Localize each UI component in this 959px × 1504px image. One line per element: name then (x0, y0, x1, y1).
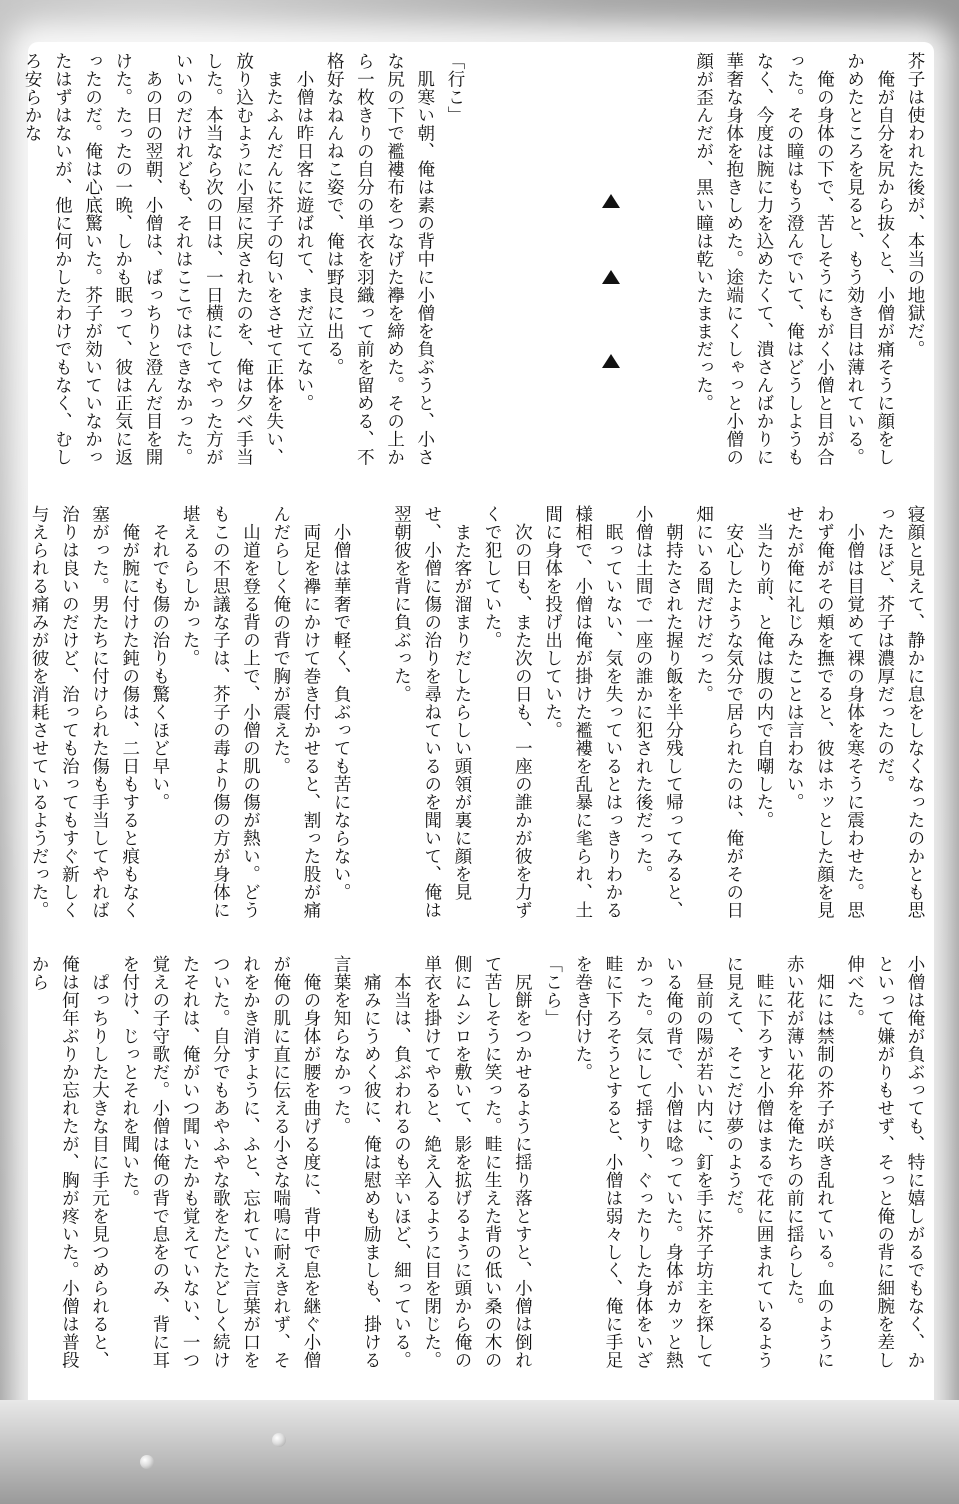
triangle-marker-icon (602, 270, 620, 284)
text-column-top-right: 芥子は使われた後が、本当の地獄だ。 俺が自分を尻から抜くと、小僧が痛そうに顔をしかめたところを見ると、もう効き目は薄れている。 俺の身体の下で、苦しそうにもがく小僧と目が合った。その瞳はもう澄んでいて、俺はどうしようもなく、今度は腕に力を込めたくて、潰さんばかりに華奢な身体を抱きしめた。途端にくしゃっと小僧の顔が歪んだが、黒い瞳は乾いたままだった。 (693, 52, 925, 466)
text-column-middle: 寝顔と見えて、静かに息をしなくなったのかとも思ったほど、芥子は濃厚だったのだ。 小僧は目覚めて裸の身体を寒そうに震わせた。思わず俺がその頬を撫でると、彼はホッとした顔を見せたが俺に礼じみたことは言わない。 当たり前、と俺は腹の内で自嘲した。 安心したような気分で居られたのは、俺がその日畑にいる間だけだった。 朝持たされた握り飯を半分残して帰ってみると、小僧は土間で一座の誰かに犯された後だった。 眠っていない、気を失っているとはっきりわかる様相で、小僧は俺が掛けた襤褸を乱暴に毟られ、土間に身体を投げ出していた。 次の日も、また次の日も、一座の誰かが彼を力ずくで犯していた。 また客が溜まりだしたらしい頭領が裏に顔を見せ、小僧に傷の治りを尋ねているのを聞いて、俺は翌朝彼を背に負ぶった。 小僧は華奢で軽く、負ぶっても苦にならない。 両足を襷にかけて巻き付かせると、割った股が痛んだらしく俺の背で胸が震えた。 山道を登る背の上で、小僧の肌の傷が熱い。どうもこの不思議な子は、芥子の毒より傷の方が身体に堪えるらしかった。 それでも傷の治りも驚くほど早い。 俺が腕に付けた鈍の傷は、二日もすると痕もなく塞がった。男たちに付けられた傷も手当してやれば治りは良いのだけど、治っても治ってもすぐ新しく与えられる痛みが彼を消耗させているようだった。 (29, 505, 925, 919)
text-column-top-left: 「行こ」 肌寒い朝、俺は素の背中に小僧を負ぶうと、小さな尻の下で襤褸布をつなげた襷を締めた。その上から一枚きりの自分の単衣を羽織って前を留める、不格好なねんねこ姿で、俺は野良に出る。 小僧は昨日客に遊ばれて、まだ立てない。 またふんだんに芥子の匂いをさせて正体を失い、放り込むように小屋に戻されたのを、俺は夕べ手当した。本当なら次の日は、一日横にしてやった方がいいのだけれども、それはここではできなかった。 あの日の翌朝、小僧は、ぱっちりと澄んだ目を開けた。たったの一晩、しかも眠って、彼は正気に返ったのだ。俺は心底驚いた。芥子が効いていなかったはずはないが、他に何かしたわけでもなく、むしろ安らかな (22, 52, 465, 466)
text-band-top (22, 52, 930, 482)
bubble-icon (272, 1433, 286, 1447)
section-break (596, 180, 626, 380)
text-column-bottom: 小僧は俺が負ぶっても、特に嬉しがるでもなく、かといって嫌がりもせず、そっと俺の背に細腕を差し伸べた。 畑には禁制の芥子が咲き乱れている。血のように赤い花が薄い花弁を俺たちの前に揺らした。 畦に下ろすと小僧はまるで花に囲まれているように見えて、そこだけ夢のようだ。 昼前の陽が若い内に、釘を手に芥子坊主を探している俺の背で、小僧は唸っていた。身体がカッと熱かった。気にして揺すり、ぐったりした身体をいざ畦に下ろそうとすると、小僧は弱々しく、俺に手足を巻き付けた。 「こら」 尻餅をつかせるように揺り落とすと、小僧は倒れて苦しそうに笑った。畦に生えた背の低い桑の木の側にムシロを敷いて、影を拡げるように頭から俺の単衣を掛けてやると、絶え入るように目を閉じた。 本当は、負ぶわれるのも辛いほど、細っている。 痛みにうめく彼に、俺は慰めも励ましも、掛ける言葉を知らなかった。 俺の身体が腰を曲げる度に、背中で息を継ぐ小僧が俺の肌に直に伝える小さな喘鳴に耐えきれず、それをかき消すように、ふと、忘れていた言葉が口をついた。自分でもあやふやな歌をたどたどしく続けたそれは、俺がいつ聞いたかも覚えていない、一つ覚えの子守歌だ。小僧は俺の背で息をのみ、背に耳を付け、じっとそれを聞いた。 ぱっちりした大きな目に手元を見つめられると、俺は何年ぶりか忘れたが、胸が疼いた。小僧は普段から (29, 955, 925, 1369)
bottom-decoration (0, 1400, 959, 1504)
text-band-middle (30, 505, 930, 935)
text-band-bottom (30, 955, 930, 1385)
triangle-marker-icon (602, 354, 620, 368)
bubble-icon (140, 1455, 154, 1469)
triangle-marker-icon (602, 194, 620, 208)
